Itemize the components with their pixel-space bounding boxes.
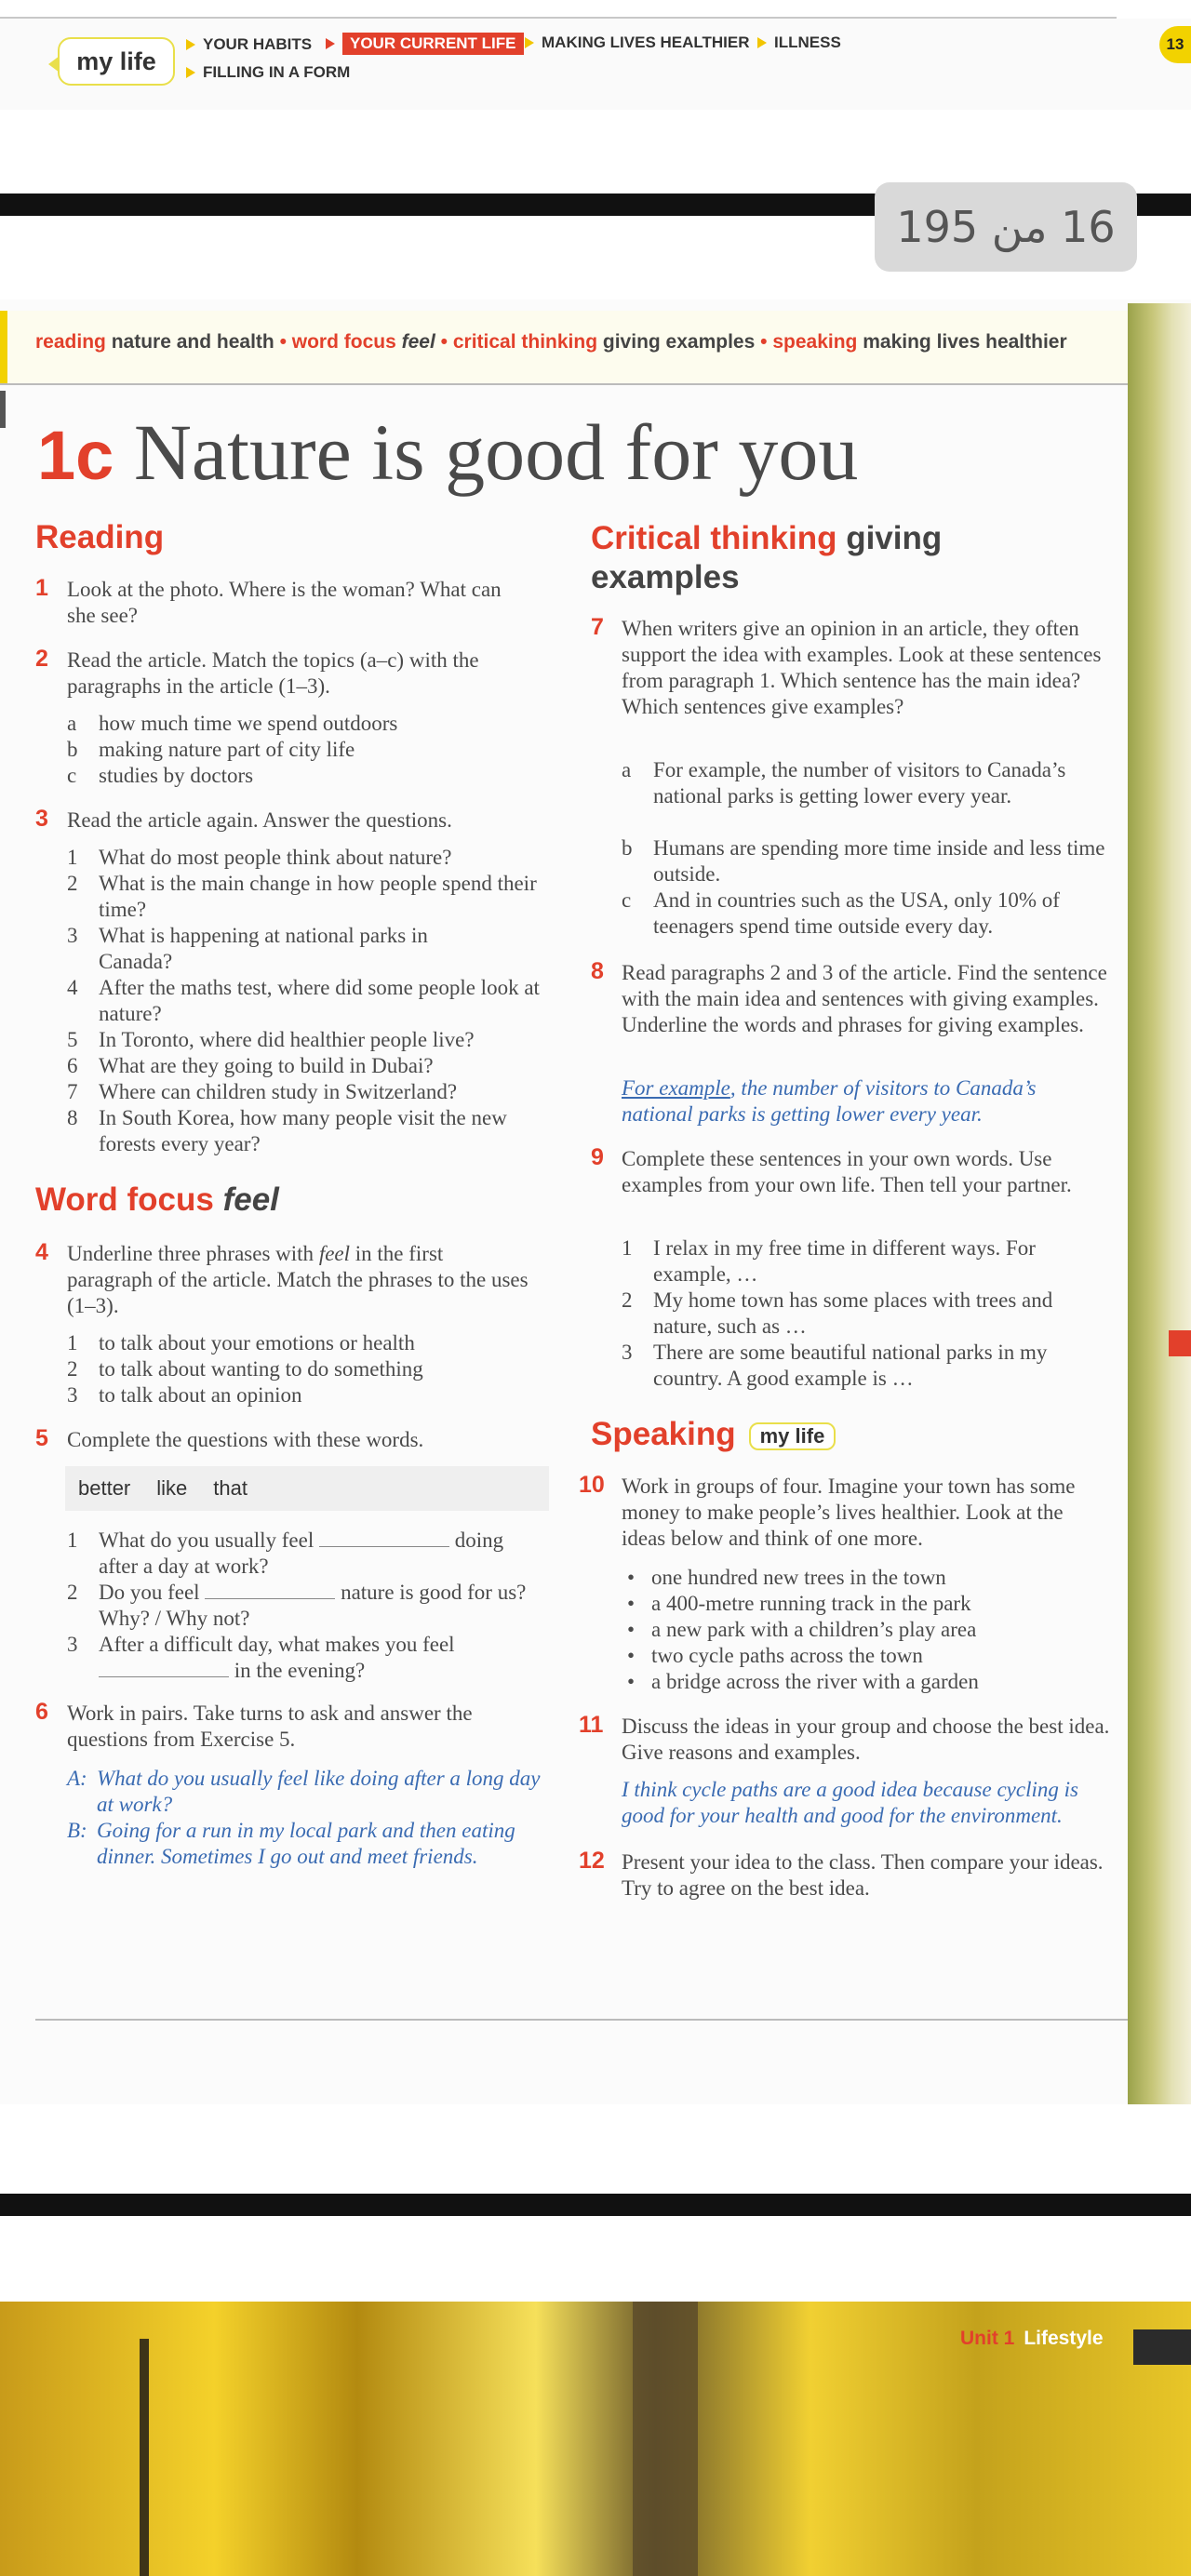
list-item: 1 I relax in my free time in different ways. For example, … bbox=[622, 1236, 1036, 1286]
list-item: a how much time we spend outdoors bbox=[67, 712, 398, 735]
list-item: 3 There are some beautiful national parks in my country. A good example is … bbox=[622, 1341, 1048, 1390]
lesson-code: 1c bbox=[37, 417, 114, 494]
list-item: 5 In Toronto, where did healthier people live? bbox=[67, 1028, 475, 1051]
list-item: • a 400-metre running track in the park bbox=[651, 1591, 971, 1617]
exercise-7-text: When writers give an opinion in an article, they often support the idea with examples. Look at these sentences from paragraph 1. Which sentence has the main idea? Which sentences give examples? bbox=[622, 617, 1102, 718]
list-item: 1 to talk about your emotions or health bbox=[67, 1331, 415, 1355]
exercise-5-text: Complete the questions with these words. bbox=[67, 1428, 424, 1451]
unit-label: Unit 1 Lifestyle bbox=[960, 2328, 1104, 2349]
nav-item-your-current-life[interactable]: YOUR CURRENT LIFE bbox=[326, 33, 524, 55]
exercise-3-text: Read the article again. Answer the questions. bbox=[67, 808, 452, 832]
margin-mark bbox=[0, 391, 6, 428]
my-life-badge: my life bbox=[749, 1422, 836, 1450]
list-item: c And in countries such as the USA, only 10% of teenagers spend time outside every day. bbox=[622, 888, 1060, 938]
blank-field[interactable] bbox=[319, 1528, 449, 1547]
example-sentence: I think cycle paths are a good idea because cycling is good for your health and good for the environment. bbox=[622, 1778, 1078, 1827]
list-item: • two cycle paths across the town bbox=[651, 1643, 923, 1669]
lesson-title bbox=[37, 406, 858, 499]
lesson-title-text: Nature is good for you bbox=[133, 407, 859, 497]
exercise-4-text: Underline three phrases with feel in the first paragraph of the article. Match the phrases to the uses (1–3). bbox=[67, 1242, 529, 1317]
exercise-number: 6 bbox=[35, 1699, 48, 1725]
list-item: 2 My home town has some places with trees and nature, such as … bbox=[622, 1288, 1053, 1338]
exercise-1-text: Look at the photo. Where is the woman? What can she see? bbox=[67, 578, 502, 627]
top-nav-panel bbox=[0, 19, 1191, 110]
critical-thinking-heading: Critical thinking giving examples bbox=[591, 520, 943, 595]
list-item: 4 After the maths test, where did some people look at nature? bbox=[67, 976, 540, 1025]
dialogue-b: B: Going for a run in my local park and then eating dinner. Sometimes I go out and meet friends. bbox=[67, 1819, 515, 1868]
exercise-number: 12 bbox=[579, 1848, 605, 1874]
exercise-11-text: Discuss the ideas in your group and choose the best idea. Give reasons and examples. bbox=[622, 1715, 1110, 1764]
exercise-6-text: Work in pairs. Take turns to ask and answer the questions from Exercise 5. bbox=[67, 1702, 473, 1751]
photo-edge bbox=[1128, 303, 1191, 2104]
exercise-number: 11 bbox=[579, 1712, 604, 1738]
list-item: • a bridge across the river with a garden bbox=[651, 1669, 979, 1695]
list-item: 7 Where can children study in Switzerland? bbox=[67, 1080, 458, 1103]
divider bbox=[0, 17, 1117, 19]
list-item: • one hundred new trees in the town bbox=[651, 1565, 946, 1591]
page-separator bbox=[0, 2194, 1191, 2216]
exercise-8-text: Read paragraphs 2 and 3 of the article. Find the sentence with the main idea and sentences with giving examples. Underline the words and phrases for giving examples. bbox=[622, 961, 1107, 1036]
triangle-icon bbox=[326, 38, 335, 49]
exercise-number: 3 bbox=[35, 806, 48, 832]
list-item: 3 What is happening at national parks in Canada? bbox=[67, 924, 428, 973]
exercise-number: 7 bbox=[591, 614, 604, 640]
exercise-number: 10 bbox=[579, 1472, 605, 1498]
blank-field[interactable] bbox=[205, 1580, 335, 1599]
exercise-10-text: Work in groups of four. Imagine your town has some money to make people’s lives healthier. Look at the ideas below and think of one more. bbox=[622, 1475, 1076, 1550]
list-item: 6 What are they going to build in Dubai? bbox=[67, 1054, 434, 1077]
list-item: b Humans are spending more time inside and less time outside. bbox=[622, 836, 1105, 886]
word: that bbox=[213, 1476, 248, 1500]
page-counter: 16 من 195 bbox=[875, 182, 1137, 272]
list-item: c studies by doctors bbox=[67, 764, 254, 787]
yellow-edge bbox=[0, 311, 7, 383]
unit-tab bbox=[1133, 2329, 1191, 2365]
exercise-number: 1 bbox=[35, 575, 48, 601]
word: better bbox=[78, 1476, 131, 1500]
exercise-number: 4 bbox=[35, 1239, 48, 1265]
question-2: 2 Do you feel nature is good for us? Why? / Why not? bbox=[67, 1581, 527, 1630]
list-item: 2 What is the main change in how people spend their time? bbox=[67, 872, 537, 921]
triangle-icon bbox=[186, 39, 195, 50]
dialogue-a: A: What do you usually feel like doing after a long day at work? bbox=[67, 1767, 541, 1816]
exercise-number: 5 bbox=[35, 1425, 48, 1451]
exercise-number: 9 bbox=[591, 1144, 604, 1170]
list-item: 8 In South Korea, how many people visit the new forests every year? bbox=[67, 1106, 507, 1155]
triangle-icon bbox=[757, 37, 767, 48]
list-item: b making nature part of city life bbox=[67, 738, 355, 761]
my-life-badge: my life bbox=[58, 37, 175, 86]
play-arrow-icon bbox=[1169, 1330, 1191, 1356]
nav-item-illness[interactable]: ILLNESS bbox=[757, 33, 841, 52]
triangle-icon bbox=[525, 37, 534, 48]
nav-item-filling-in-a-form[interactable]: FILLING IN A FORM bbox=[186, 63, 350, 82]
list-item: 3 to talk about an opinion bbox=[67, 1383, 302, 1407]
list-item: • a new park with a children’s play area bbox=[651, 1617, 976, 1643]
reading-heading: Reading bbox=[35, 519, 165, 555]
question-1: 1 What do you usually feel doing after a day at work? bbox=[67, 1528, 504, 1578]
nav-item-making-lives-healthier[interactable]: MAKING LIVES HEALTHIER bbox=[525, 33, 750, 52]
word-focus-heading: Word focus feel bbox=[35, 1181, 279, 1218]
nav-item-your-habits[interactable]: YOUR HABITS bbox=[186, 35, 312, 54]
question-3: 3 After a difficult day, what makes you feel in the evening? bbox=[67, 1633, 455, 1682]
list-item: a For example, the number of visitors to Canada’s national parks is getting lower every year. bbox=[622, 758, 1066, 808]
word-box bbox=[65, 1466, 549, 1511]
exercise-number: 8 bbox=[591, 958, 604, 984]
list-item: 2 to talk about wanting to do something bbox=[67, 1357, 423, 1381]
list-item: 1 What do most people think about nature? bbox=[67, 846, 452, 869]
page-number-badge: 13 bbox=[1159, 26, 1191, 63]
triangle-icon bbox=[186, 67, 195, 78]
exercise-number: 2 bbox=[35, 646, 48, 672]
divider bbox=[35, 2019, 1128, 2021]
blank-field[interactable] bbox=[99, 1658, 229, 1677]
topics-line: reading nature and health • word focus feel • critical thinking giving examples • speaking making lives healthier bbox=[35, 331, 1067, 353]
exercise-9-text: Complete these sentences in your own words. Use examples from your own life. Then tell your partner. bbox=[622, 1147, 1072, 1196]
exercise-12-text: Present your idea to the class. Then compare your ideas. Try to agree on the best idea. bbox=[622, 1850, 1104, 1900]
speaking-heading: Speaking my life bbox=[591, 1416, 836, 1453]
example-sentence: For example, the number of visitors to Canada’s national parks is getting lower every year. bbox=[622, 1076, 1037, 1126]
word: like bbox=[156, 1476, 188, 1500]
exercise-2-text: Read the article. Match the topics (a–c) with the paragraphs in the article (1–3). bbox=[67, 648, 479, 698]
